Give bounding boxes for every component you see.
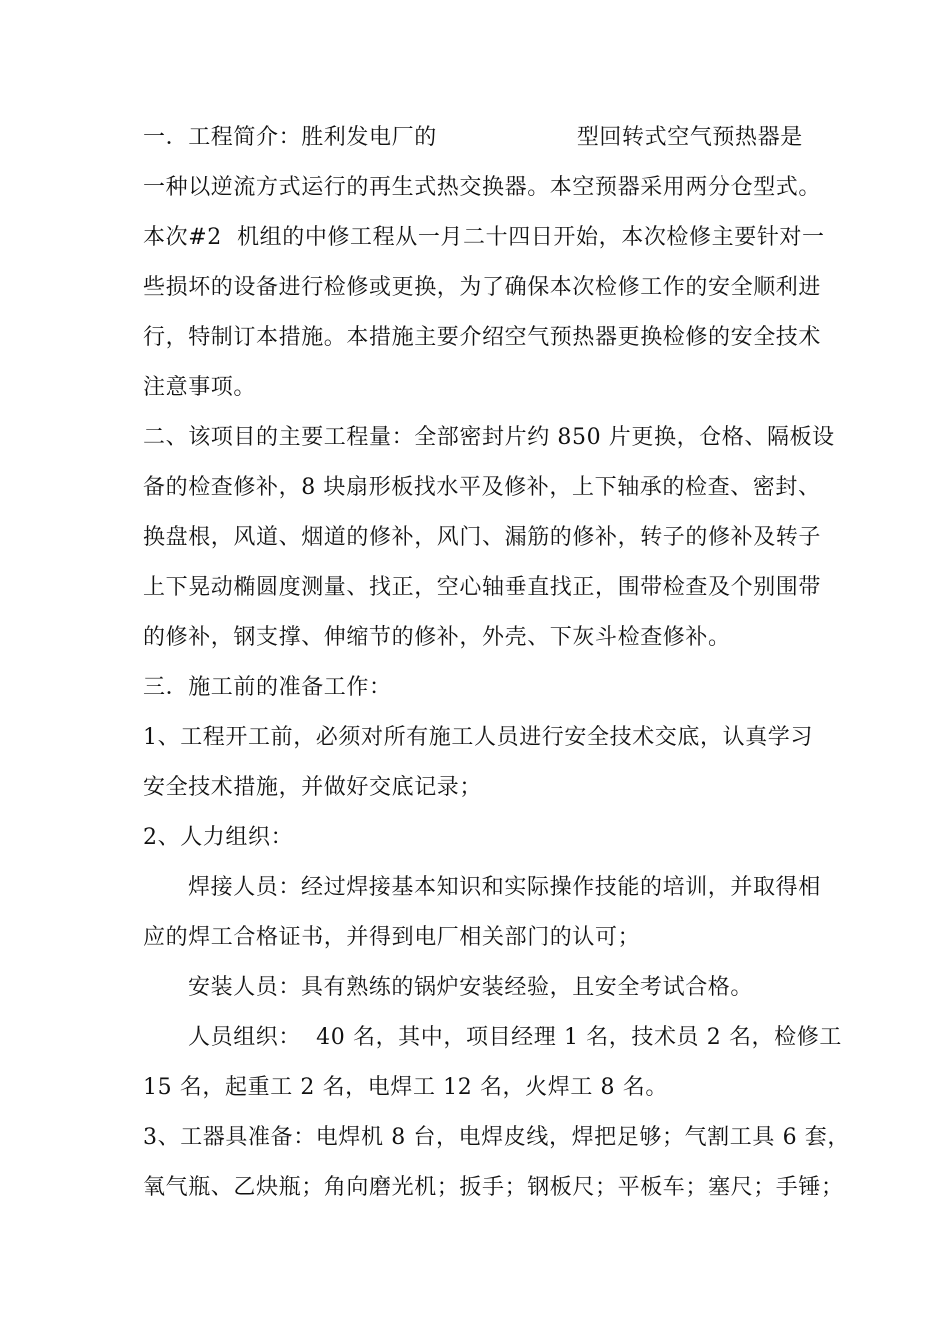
text-line-10: 上下晃动椭圆度测量、找正，空心轴垂直找正，围带检查及个别围带 [143, 575, 822, 600]
text-line-9: 换盘根，风道、烟道的修补，风门、漏筋的修补，转子的修补及转子 [143, 525, 822, 550]
text-line-18: 安装人员：具有熟练的锅炉安装经验，且安全考试合格。 [188, 975, 754, 1000]
text-line-7: 二、该项目的主要工程量：全部密封片约 850 片更换，仓格、隔板设 [143, 425, 835, 450]
text-line-11: 的修补，钢支撑、伸缩节的修补，外壳、下灰斗检查修补。 [143, 625, 731, 650]
text-line-5: 行，特制订本措施。本措施主要介绍空气预热器更换检修的安全技术 [143, 325, 822, 350]
text-line-13: 1、工程开工前，必须对所有施工人员进行安全技术交底，认真学习 [143, 725, 813, 750]
text-line-1 [143, 123, 803, 153]
section-heading-3: 三．施工前的准备工作： [143, 675, 392, 700]
text-line-2: 一种以逆流方式运行的再生式热交换器。本空预器采用两分仓型式。 [143, 175, 822, 200]
text-line-14: 安全技术措施，并做好交底记录； [143, 775, 483, 800]
text-line-19: 人员组织： 40 名，其中，项目经理 1 名，技术员 2 名，检修工 [188, 1025, 842, 1050]
text-line-3: 本次#2 机组的中修工程从一月二十四日开始，本次检修主要针对一 [143, 225, 825, 250]
text-line-8: 备的检查修补，8 块扇形板找水平及修补，上下轴承的检查、密封、 [143, 475, 821, 500]
text-line-16: 焊接人员：经过焊接基本知识和实际操作技能的培训，并取得相 [188, 875, 821, 900]
text-line-22: 氧气瓶、乙炔瓶；角向磨光机；扳手；钢板尺；平板车；塞尺；手锤； [143, 1175, 844, 1200]
text-line-1-end: 型回转式空气预热器是 [576, 125, 803, 150]
text-line-20: 15 名，起重工 2 名，电焊工 12 名，火焊工 8 名。 [143, 1075, 668, 1100]
text-line-1-start: 一．工程简介：胜利发电厂的 [143, 125, 437, 150]
text-line-4: 些损坏的设备进行检修或更换，为了确保本次检修工作的安全顺利进 [143, 275, 822, 300]
text-line-6: 注意事项。 [143, 375, 257, 400]
text-line-15: 2、人力组织： [143, 825, 294, 850]
text-line-17: 应的焊工合格证书，并得到电厂相关部门的认可； [143, 925, 641, 950]
text-line-21: 3、工器具准备：电焊机 8 台，电焊皮线，焊把足够；气割工具 6 套， [143, 1125, 850, 1150]
